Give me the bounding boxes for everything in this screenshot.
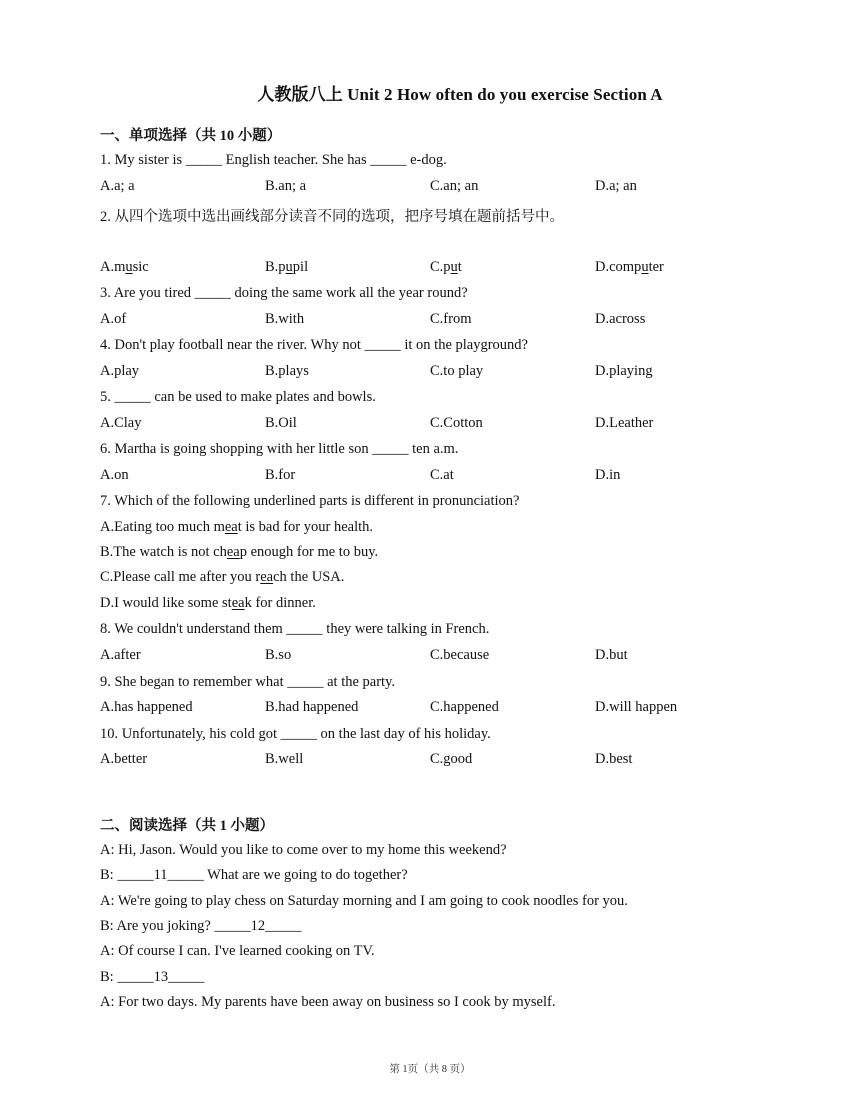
dialogue-line: A: For two days. My parents have been away on business so I cook by myself. bbox=[100, 994, 556, 1010]
question-8-option-b: B.so bbox=[265, 647, 292, 663]
question-7-option-a: A.Eating too much meat is bad for your health. bbox=[100, 519, 374, 535]
question-5-stem: 5. _____ can be used to make plates and bowls. bbox=[100, 389, 376, 405]
question-8-stem: 8. We couldn't understand them _____ they were talking in French. bbox=[100, 621, 490, 637]
question-2-option-b: B.pupil bbox=[265, 259, 309, 275]
dialogue-line: A: We're going to play chess on Saturday morning and I am going to cook noodles for you. bbox=[100, 893, 628, 909]
question-2-option-a: A.music bbox=[100, 259, 149, 275]
question-6-option-b: B.for bbox=[265, 467, 296, 483]
question-6-option-a: A.on bbox=[100, 467, 129, 483]
question-7-option-d: D.I would like some steak for dinner. bbox=[100, 595, 316, 611]
question-3-option-b: B.with bbox=[265, 311, 305, 327]
question-4-option-c: C.to play bbox=[430, 363, 484, 379]
question-8-option-a: A.after bbox=[100, 647, 141, 663]
question-2-option-d: D.computer bbox=[595, 259, 664, 275]
question-8-option-c: C.because bbox=[430, 647, 490, 663]
question-4-option-d: D.playing bbox=[595, 363, 653, 379]
question-3-option-c: C.from bbox=[430, 311, 472, 327]
question-6-option-d: D.in bbox=[595, 467, 621, 483]
question-10-option-c: C.good bbox=[430, 751, 473, 767]
section-heading-reading: 二、阅读选择（共 1 小题） bbox=[100, 818, 274, 834]
dialogue-line: A: Of course I can. I've learned cooking on TV. bbox=[100, 943, 375, 959]
question-10-option-b: B.well bbox=[265, 751, 304, 767]
dialogue-line: B: _____11_____ What are we going to do together? bbox=[100, 867, 408, 883]
question-6-option-c: C.at bbox=[430, 467, 454, 483]
question-5-option-c: C.Cotton bbox=[430, 415, 483, 431]
dialogue-line: A: Hi, Jason. Would you like to come over to my home this weekend? bbox=[100, 842, 507, 858]
section-heading-single-choice: 一、单项选择（共 10 小题） bbox=[100, 128, 282, 144]
question-1-option-d: D.a; an bbox=[595, 178, 637, 194]
question-4-option-b: B.plays bbox=[265, 363, 309, 379]
question-1-option-c: C.an; an bbox=[430, 178, 479, 194]
question-1-option-a: A.a; a bbox=[100, 178, 135, 194]
question-7-stem: 7. Which of the following underlined parts is different in pronunciation? bbox=[100, 493, 520, 509]
question-10-stem: 10. Unfortunately, his cold got _____ on the last day of his holiday. bbox=[100, 726, 491, 742]
dialogue-line: B: _____13_____ bbox=[100, 969, 205, 985]
question-5-option-d: D.Leather bbox=[595, 415, 654, 431]
question-2-stem: 2. 从四个选项中选出画线部分读音不同的选项，把序号填在题前括号中。 bbox=[100, 209, 564, 225]
question-9-option-d: D.will happen bbox=[595, 699, 678, 715]
question-6-stem: 6. Martha is going shopping with her little son _____ ten a.m. bbox=[100, 441, 459, 457]
question-9-option-c: C.happened bbox=[430, 699, 499, 715]
question-4-option-a: A.play bbox=[100, 363, 140, 379]
page-title: 人教版八上 Unit 2 How often do you exercise Section A bbox=[257, 85, 663, 104]
question-4-stem: 4. Don't play football near the river. Why not _____ it on the playground? bbox=[100, 337, 528, 353]
question-5-option-b: B.Oil bbox=[265, 415, 297, 431]
dialogue-line: B: Are you joking? _____12_____ bbox=[100, 918, 302, 934]
question-7-option-c: C.Please call me after you reach the USA. bbox=[100, 569, 345, 585]
question-7-option-b: B.The watch is not cheap enough for me to buy. bbox=[100, 544, 379, 560]
question-2-option-c: C.put bbox=[430, 259, 462, 275]
page-footer: 第 1页（共 8 页） bbox=[389, 1064, 471, 1075]
question-3-option-d: D.across bbox=[595, 311, 646, 327]
question-5-option-a: A.Clay bbox=[100, 415, 142, 431]
question-9-option-a: A.has happened bbox=[100, 699, 193, 715]
question-1-stem: 1. My sister is _____ English teacher. She has _____ e-dog. bbox=[100, 152, 447, 168]
question-1-option-b: B.an; a bbox=[265, 178, 307, 194]
question-3-option-a: A.of bbox=[100, 311, 127, 327]
question-10-option-d: D.best bbox=[595, 751, 633, 767]
question-8-option-d: D.but bbox=[595, 647, 628, 663]
question-3-stem: 3. Are you tired _____ doing the same work all the year round? bbox=[100, 285, 468, 301]
question-10-option-a: A.better bbox=[100, 751, 148, 767]
question-9-stem: 9. She began to remember what _____ at the party. bbox=[100, 674, 396, 690]
question-9-option-b: B.had happened bbox=[265, 699, 359, 715]
